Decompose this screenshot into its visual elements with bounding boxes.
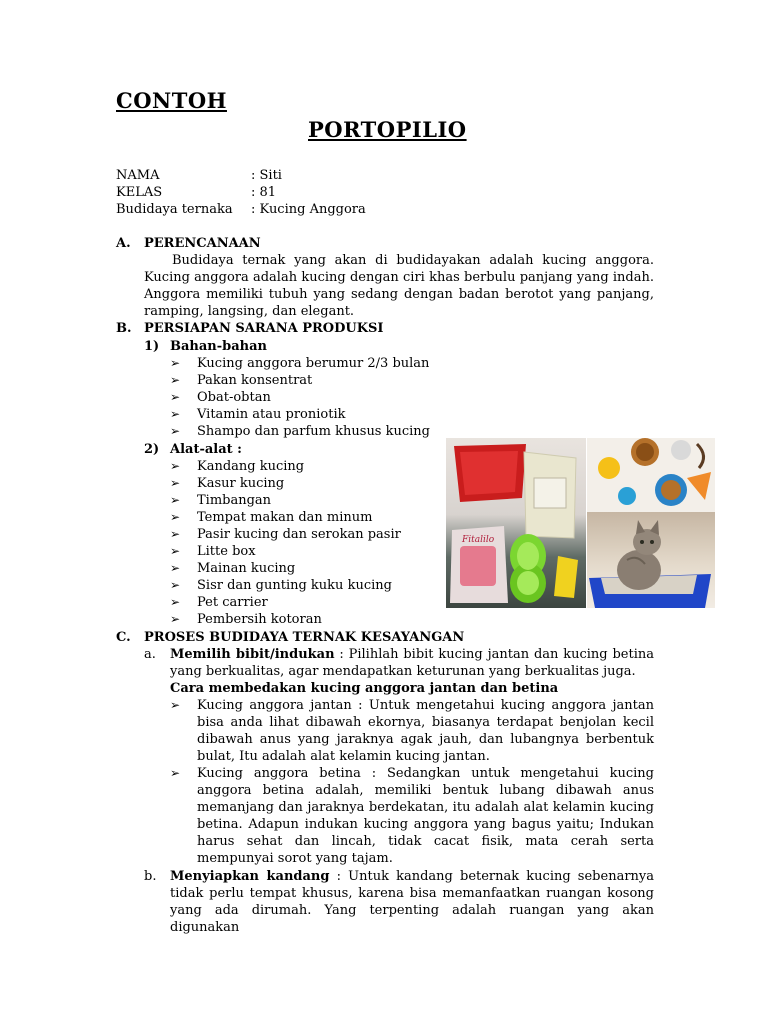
material-list-item: Obat-obtan [197, 390, 271, 405]
bullet-icon: ➢ [170, 544, 181, 558]
male-cat-line-3: dibawah anus yang jaraknya agak jauh, dan lubangnya berbentuk [197, 732, 654, 747]
tool-list-item: Sisr dan gunting kuku kucing [197, 578, 392, 593]
material-list-item: Pakan konsentrat [197, 373, 313, 388]
bullet-icon: ➢ [170, 527, 181, 541]
cat-supplies-photo [446, 438, 586, 608]
bullet-icon: ➢ [170, 698, 181, 712]
info-value-livestock: : Kucing Anggora [251, 202, 366, 217]
step-a-line-2: yang berkualitas, agar mendapatkan keturunan yang berkualitas juga. [170, 664, 636, 679]
document-subtitle: PORTOPILIO [308, 117, 467, 142]
female-cat-line-3: memanjang dan jaraknya berdekatan, itu adalah alat kelamin kucing [197, 800, 654, 815]
bullet-icon: ➢ [170, 356, 181, 370]
step-b-line-3: yang ada dirumah. Yang terpenting adalah ruangan yang akan digunakan [170, 903, 654, 935]
section-a-number: A. [116, 236, 131, 251]
step-a-line-1 [170, 646, 654, 663]
photo-bag-label: Fitalilo [462, 535, 495, 545]
male-cat-line-1: Kucing anggora jantan : Untuk mengetahui kucing anggora jantan [197, 698, 654, 713]
tool-list-item: Kandang kucing [197, 459, 305, 474]
step-a-title: Memilih bibit/indukan [170, 647, 335, 662]
bullet-icon: ➢ [170, 595, 181, 609]
document-title: CONTOH [116, 88, 227, 113]
info-value-class: : 81 [251, 185, 277, 200]
bullet-icon: ➢ [170, 424, 181, 438]
bullet-icon: ➢ [170, 561, 181, 575]
female-cat-line-4: betina. Adapun indukan kucing anggora yang bagus yaitu; Indukan [197, 817, 654, 832]
male-cat-line-4: bulat, Itu adalah alat kelamin kucing jantan. [197, 749, 490, 764]
bullet-icon: ➢ [170, 459, 181, 473]
tool-list-item: Tempat makan dan minum [197, 510, 373, 525]
section-a-para-line-4: ramping, langsing, dan elegant. [144, 304, 355, 319]
step-b-number: b. [144, 869, 157, 884]
male-cat-line-2: bisa anda lihat dibawah ekornya, biasanya terdapat benjolan kecil [197, 715, 654, 730]
section-b-title: PERSIAPAN SARANA PRODUKSI [144, 321, 384, 336]
sub2-title: Alat-alat : [170, 442, 242, 457]
bullet-icon: ➢ [170, 612, 181, 626]
tool-list-item: Pet carrier [197, 595, 268, 610]
info-value-name: : Siti [251, 168, 282, 183]
sub2-number: 2) [144, 442, 160, 457]
bullet-icon: ➢ [170, 510, 181, 524]
section-b-number: B. [116, 321, 132, 336]
step-b-text: : Untuk kandang beternak kucing sebenarnya [329, 869, 654, 884]
tool-list-item: Mainan kucing [197, 561, 296, 576]
female-cat-line-5: harus sehat dan lincah, tidak cacat fisik, mata cerah serta [197, 834, 654, 849]
material-list-item: Shampo dan parfum khusus kucing [197, 424, 430, 439]
section-a-para-line-2: Kucing anggora adalah kucing dengan ciri khas berbulu panjang yang indah. [144, 270, 654, 285]
step-a-text: : Pilihlah bibit kucing jantan dan kucing betina [334, 647, 654, 662]
tool-list-item: Pembersih kotoran [197, 612, 322, 627]
bullet-icon: ➢ [170, 493, 181, 507]
step-a-number: a. [144, 647, 156, 662]
step-b-title: Menyiapkan kandang [170, 869, 330, 884]
bullet-icon: ➢ [170, 578, 181, 592]
sub1-number: 1) [144, 339, 160, 354]
material-list-item: Kucing anggora berumur 2/3 bulan [197, 356, 430, 371]
cat-food-bowls-photo [587, 438, 715, 512]
tool-list-item: Pasir kucing dan serokan pasir [197, 527, 401, 542]
bullet-icon: ➢ [170, 373, 181, 387]
section-c-title: PROSES BUDIDAYA TERNAK KESAYANGAN [144, 630, 465, 645]
section-a-para-line-3: Anggora memiliki tubuh yang sedang dengan badan berotot yang panjang, [144, 287, 654, 302]
bullet-icon: ➢ [170, 766, 181, 780]
tool-list-item: Litte box [197, 544, 256, 559]
step-a-subheading: Cara membedakan kucing anggora jantan dan betina [170, 681, 559, 696]
info-key-class: KELAS [116, 185, 163, 200]
section-a-title: PERENCANAAN [144, 236, 261, 251]
female-cat-line-1: Kucing anggora betina : Sedangkan untuk mengetahui kucing [197, 766, 654, 781]
step-b-line-1 [170, 868, 654, 885]
tool-list-item: Kasur kucing [197, 476, 285, 491]
info-key-name: NAMA [116, 168, 160, 183]
section-a-para-line-1: Budidaya ternak yang akan di budidayakan adalah kucing anggora. [172, 253, 654, 268]
info-key-livestock: Budidaya ternaka [116, 202, 233, 217]
female-cat-line-2: anggora betina adalah, memiliki bentuk lubang dibawah anus [197, 783, 654, 798]
step-b-line-2: tidak perlu tempat khusus, karena bisa memanfaatkan ruangan kosong [170, 886, 654, 901]
bullet-icon: ➢ [170, 476, 181, 490]
material-list-item: Vitamin atau proniotik [197, 407, 346, 422]
cat-in-litter-box-photo [587, 512, 715, 608]
female-cat-line-6: mempunyai sorot yang tajam. [197, 851, 393, 866]
tool-list-item: Timbangan [197, 493, 272, 508]
section-c-number: C. [116, 630, 131, 645]
bullet-icon: ➢ [170, 390, 181, 404]
bullet-icon: ➢ [170, 407, 181, 421]
sub1-title: Bahan-bahan [170, 339, 267, 354]
